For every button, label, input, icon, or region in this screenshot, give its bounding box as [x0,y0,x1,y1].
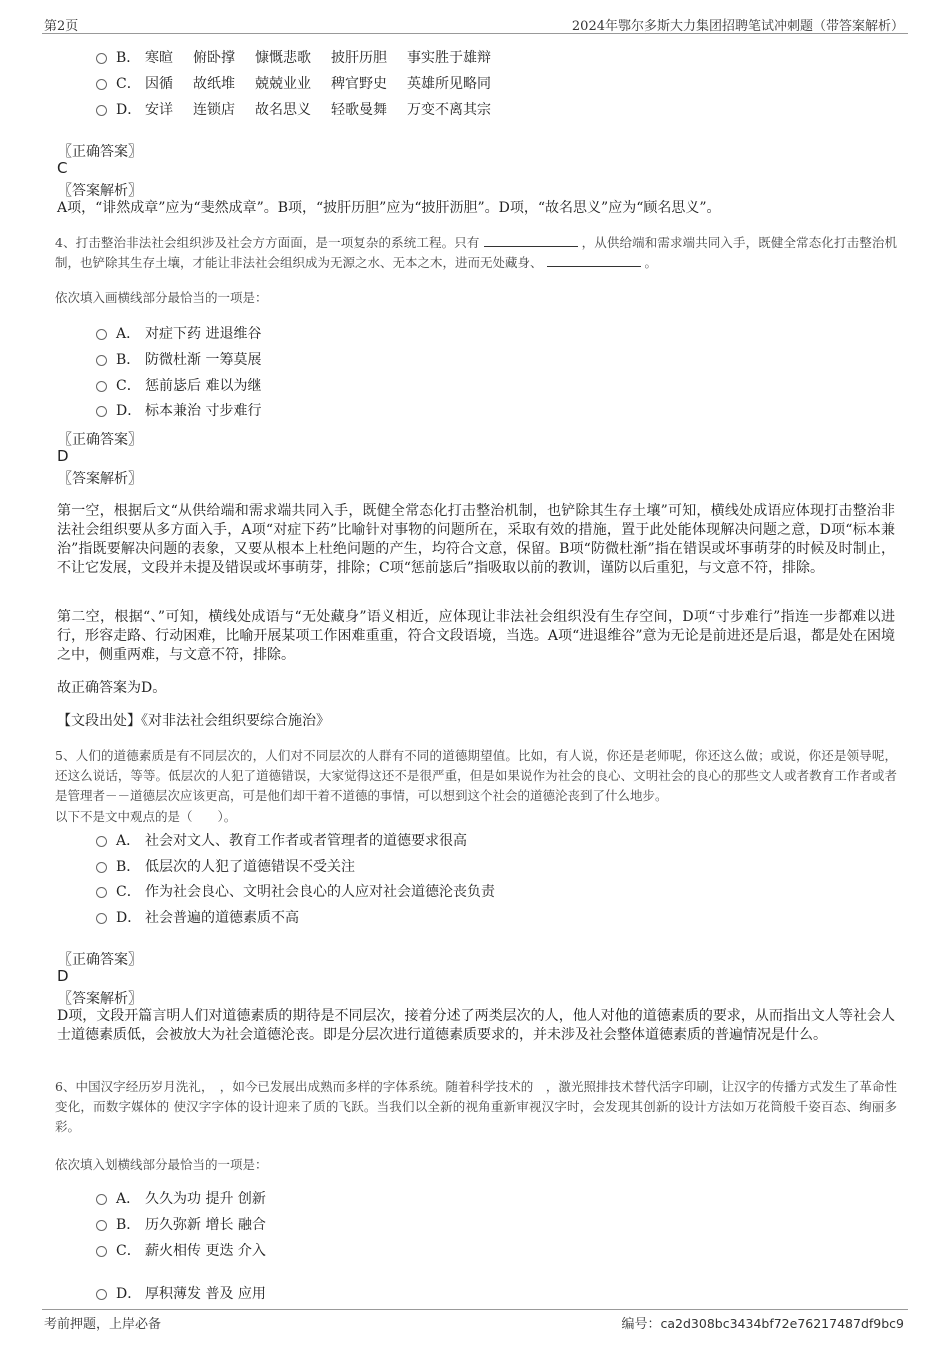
option-text: 厚积薄发 普及 应用 [145,1286,266,1302]
option-word: 安详 [145,102,173,118]
analysis-paragraph: 第二空，根据“、”可知，横线处成语与“无处藏身”语义相近，应体现让非法社会组织没有生存空间，D项“寸步难行”指连一步都难以进行，形容走路、行动困难，比喻开展某项工作困难重重，符合文段语境，当选。A项“进退维谷”意为无论是前进还是后退，都是处在困境之中，侧重两难，与文意不符，排除。 [57,609,895,663]
question-text-part: 4、打击整治非法社会组织涉及社会方方面面，是一项复杂的系统工程。只有 [55,235,480,250]
correct-answer: D [57,967,69,985]
option-word: 连锁店 [193,102,235,118]
option-letter: B． [116,859,141,875]
radio-icon[interactable] [96,1246,107,1257]
option-word: 事实胜于雄辩 [407,50,491,66]
analysis-text: D项，文段开篇言明人们对道德素质的期待是不同层次，接着分述了两类层次的人，他人对他的道德素质的要求，从而指出文人等社会人士道德素质低，会被放大为社会道德沦丧。即是分层次进行道德素质要求的，并未涉及社会整体道德素质的普遍情况是什么。 [57,1008,895,1043]
option-text: 标本兼治 寸步难行 [145,403,262,419]
option-letter: B． [116,1217,141,1233]
correct-answer-label: 〖正确答案〗 [58,144,142,160]
option-letter: C． [116,1243,141,1259]
option-letter: A． [116,833,141,849]
option-word: 披肝历胆 [331,50,387,66]
option-text: 历久弥新 增长 融合 [145,1217,266,1233]
footer-slogan: 考前押题，上岸必备 [44,1317,162,1332]
option-word: 因循 [145,76,173,92]
page-number: 第2页 [44,19,79,34]
option-word: 寒暄 [145,50,173,66]
option-text: 薪火相传 更迭 介入 [145,1243,266,1259]
q6-option-d[interactable] [96,1283,266,1303]
option-word: 故名思义 [255,102,311,118]
option-word: 稗官野史 [331,76,387,92]
option-letter: B． [116,50,141,66]
analysis-label: 〖答案解析〗 [58,991,142,1007]
option-letter: D． [116,1286,142,1302]
option-text: 作为社会良心、文明社会良心的人应对社会道德沦丧负责 [145,884,495,900]
radio-icon[interactable] [96,887,107,898]
question-prompt: 依次填入划横线部分最恰当的一项是： [55,1157,268,1172]
option-text: 低层次的人犯了道德错误不受关注 [145,859,355,875]
q5-option-a[interactable] [96,830,467,850]
q4-option-d[interactable] [96,400,261,420]
radio-icon[interactable] [96,836,107,847]
option-word: 故纸堆 [193,76,235,92]
radio-icon[interactable] [96,1194,107,1205]
q5-option-c[interactable] [96,881,495,901]
q4-option-a[interactable] [96,323,261,343]
option-word: 轻歌曼舞 [331,102,387,118]
radio-icon[interactable] [96,862,107,873]
radio-icon[interactable] [96,381,107,392]
q5-option-b[interactable] [96,856,355,876]
option-letter: C． [116,378,141,394]
question-4-text [55,233,897,273]
radio-icon[interactable] [96,406,107,417]
correct-answer: C [57,159,68,177]
option-letter: B． [116,352,141,368]
document-code [621,1313,904,1332]
option-letter: A． [116,1191,141,1207]
radio-icon[interactable] [96,1289,107,1300]
radio-icon[interactable] [96,1220,107,1231]
correct-answer-label: 〖正确答案〗 [58,952,142,968]
question-text-part: ，从供给端和需求端共同入手，既健全常态化打击整治机制，也铲除其生存土壤，才能让非法社会组织成为无源之水、无本之木，进而无处藏身、 [55,235,897,270]
q3-option-c[interactable] [96,73,511,93]
doc-title: 2024年鄂尔多斯大力集团招聘笔试冲刺题（带答案解析） [571,19,904,34]
q6-option-c[interactable] [96,1240,266,1260]
fill-blank [547,254,641,267]
analysis-text: A项，“诽然成章”应为“斐然成章”。B项，“披肝历胆”应为“披肝沥胆”。D项，“故名思义”应为“顾名思义”。 [57,200,721,216]
correct-answer-label: 〖正确答案〗 [58,432,142,448]
option-letter: D． [116,910,142,926]
analysis-label: 〖答案解析〗 [58,471,142,487]
source-citation: 【文段出处】《对非法社会组织要综合施治》 [57,713,330,729]
option-word: 万变不离其宗 [407,102,491,118]
option-letter: D． [116,102,142,118]
option-letter: C． [116,884,141,900]
analysis-conclusion: 故正确答案为D。 [57,680,167,696]
radio-icon[interactable] [96,355,107,366]
q6-option-a[interactable] [96,1188,266,1208]
radio-icon[interactable] [96,329,107,340]
option-text: 防微杜渐 一筹莫展 [145,352,262,368]
q5-option-d[interactable] [96,907,299,927]
radio-icon[interactable] [96,79,107,90]
option-text: 社会对文人、教育工作者或者管理者的道德要求很高 [145,833,467,849]
question-text-part: 。 [644,255,658,270]
option-word: 兢兢业业 [255,76,311,92]
radio-icon[interactable] [96,913,107,924]
option-text: 惩前毖后 难以为继 [145,378,262,394]
correct-answer: D [57,447,69,465]
q3-option-d[interactable] [96,99,511,119]
option-text: 久久为功 提升 创新 [145,1191,266,1207]
question-prompt: 依次填入画横线部分最恰当的一项是： [55,290,268,305]
option-word: 英雄所见略同 [407,76,491,92]
header-divider [42,33,908,34]
option-text: 社会普遍的道德素质不高 [145,910,299,926]
analysis-label: 〖答案解析〗 [58,183,142,199]
q4-option-c[interactable] [96,375,261,395]
option-word: 俯卧撑 [193,50,235,66]
analysis-paragraph: 第一空，根据后文“从供给端和需求端共同入手，既健全常态化打击整治机制，也铲除其生存土壤”可知，横线处成语应体现打击整治非法社会组织要从多方面入手，A项“对症下药”比喻针对事物的问题所在，采取有效的措施，置于此处能体现解决问题之意，D项“标本兼治”指既要解决问题的表象，又要从根本上杜绝问题的产生，均符合文意，保留。B项“防微杜渐”指在错误或坏事萌芽的时候及时制止，不让它发展，文段并未提及错误或坏事萌芽，排除；C项“惩前毖后”指吸取以前的教训，谨防以后重犯，与文意不符，排除。 [57,503,895,576]
option-letter: C． [116,76,141,92]
q3-option-b[interactable] [96,47,511,67]
radio-icon[interactable] [96,53,107,64]
fill-blank [484,234,578,247]
q4-option-b[interactable] [96,349,261,369]
option-letter: A． [116,326,141,342]
code-value: ca2d308bc3434bf72e76217487df9bc9 [660,1316,904,1331]
radio-icon[interactable] [96,105,107,116]
option-text: 对症下药 进退维谷 [145,326,262,342]
question-prompt: 以下不是文中观点的是（ ）。 [55,809,237,824]
option-letter: D． [116,403,142,419]
question-5-text: 5、人们的道德素质是有不同层次的，人们对不同层次的人群有不同的道德期望值。比如，有人说，你还是老师呢，你还这么做；或说，你还是领导呢，还这么说话，等等。低层次的人犯了道德错误，大家觉得这还不是很严重，但是如果说作为社会的良心、文明社会的良心的那些文人或者教育工作者或者是管理者－－道德层次应该更高，可是他们却干着不道德的事情，可以想到这个社会的道德沦丧到了什么地步。 [55,748,897,803]
q6-option-b[interactable] [96,1214,266,1234]
question-6-text: 6、中国汉字经历岁月洗礼， ，如今已发展出成熟而多样的字体系统。随着科学技术的 ，激光照排技术替代活字印刷，让汉字的传播方式发生了革命性变化，而数字媒体的 使汉字字体的设计迎来了质的飞跃。当我们以全新的视角重新审视汉字时，会发现其创新的设计方法如万花筒般千姿百态、绚丽多彩。 [55,1079,897,1134]
code-label: 编号： [621,1317,661,1332]
footer-divider [42,1309,908,1310]
option-word: 慷慨悲歌 [255,50,311,66]
